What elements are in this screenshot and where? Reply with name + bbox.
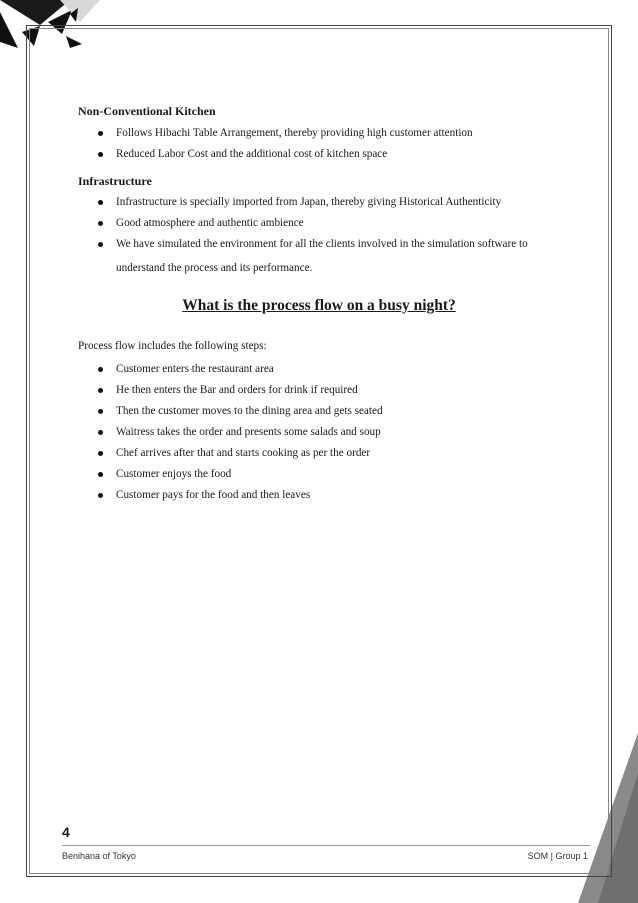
process-intro: Process flow includes the following steps: xyxy=(78,340,267,352)
list-item: Customer enjoys the food xyxy=(98,467,558,488)
list-item: Infrastructure is specially imported from Japan, thereby giving Historical Authenticity xyxy=(98,195,558,216)
infrastructure-bullet-list xyxy=(98,195,558,280)
list-item: He then enters the Bar and orders for drink if required xyxy=(98,383,558,404)
heading-infrastructure: Infrastructure xyxy=(78,174,152,188)
heading-non-conventional-kitchen: Non-Conventional Kitchen xyxy=(78,104,216,118)
process-steps-list xyxy=(98,362,558,509)
list-item: Follows Hibachi Table Arrangement, thereby providing high customer attention xyxy=(98,126,558,147)
kitchen-bullet-list xyxy=(98,126,558,168)
footer-document-title: Benihana of Tokyo xyxy=(62,851,136,861)
list-item: We have simulated the environment for all the clients involved in the simulation software to understand the process and its performance. xyxy=(98,232,558,280)
page-number: 4 xyxy=(62,824,70,840)
footer-group-label: SOM | Group 1 xyxy=(527,851,588,861)
list-item: Customer pays for the food and then leaves xyxy=(98,488,558,509)
process-flow-title: What is the process flow on a busy night? xyxy=(182,297,456,314)
list-item: Chef arrives after that and starts cooking as per the order xyxy=(98,446,558,467)
footer-divider xyxy=(62,845,590,846)
list-item: Reduced Labor Cost and the additional cost of kitchen space xyxy=(98,147,558,168)
list-item: Customer enters the restaurant area xyxy=(98,362,558,383)
list-item: Waitress takes the order and presents some salads and soup xyxy=(98,425,558,446)
list-item: Good atmosphere and authentic ambience xyxy=(98,216,558,237)
list-item: Then the customer moves to the dining area and gets seated xyxy=(98,404,558,425)
